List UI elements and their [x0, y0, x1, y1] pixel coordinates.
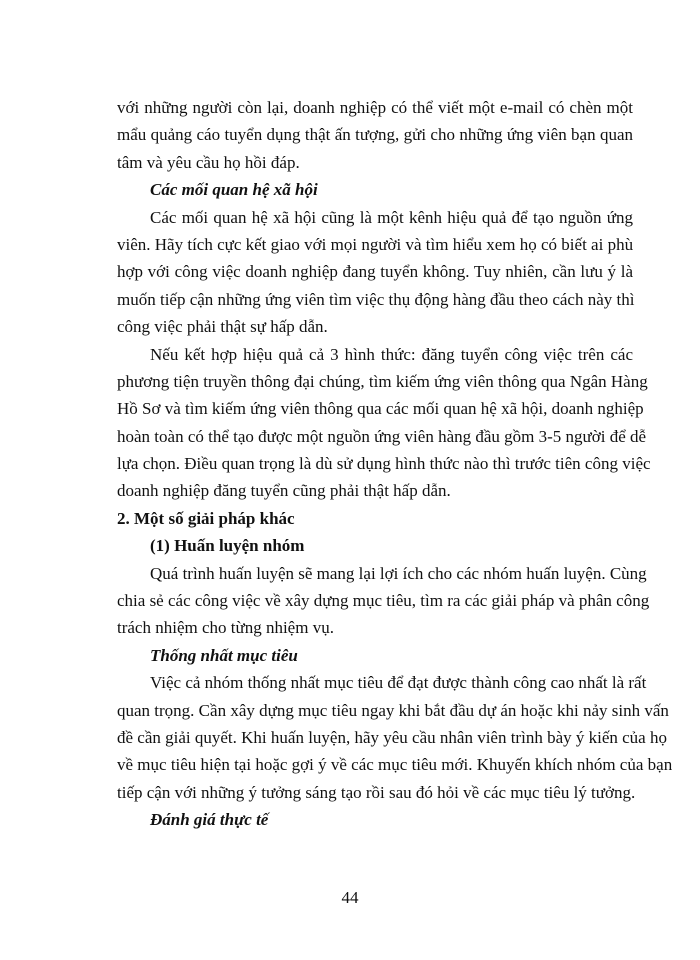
text-line: đề cần giải quyết. Khi huấn luyện, hãy yêu cầu nhân viên trình bày ý kiến của họ: [117, 727, 667, 747]
section-heading: 2. Một số giải pháp khác: [117, 508, 295, 528]
paragraph: [117, 560, 650, 642]
text-line: với những người còn lại, doanh nghiệp có thể viết một e-mail có chèn một: [117, 98, 633, 117]
heading-unify-goals: Thống nhất mục tiêu: [150, 645, 298, 665]
text-line: công việc phải thật sự hấp dẫn.: [117, 317, 328, 337]
text-line: hợp với công việc doanh nghiệp đang tuyển không. Tuy nhiên, cần lưu ý là: [117, 262, 633, 282]
text-line: trách nhiệm cho từng nhiệm vụ.: [117, 618, 334, 638]
paragraph: [117, 341, 651, 505]
text-line: mẩu quảng cáo tuyển dụng thật ấn tượng, gửi cho những ứng viên bạn quan: [117, 125, 633, 145]
text-line: quan trọng. Cần xây dựng mục tiêu ngay khi bắt đầu dự án hoặc khi nảy sinh vấn: [117, 700, 669, 720]
paragraph: [117, 94, 633, 176]
paragraph: [117, 204, 633, 341]
text-line: lựa chọn. Điều quan trọng là dù sử dụng hình thức nào thì trước tiên công việc: [117, 454, 651, 474]
text-line: tiếp cận với những ý tưởng sáng tạo rồi sau đó hỏi về các mục tiêu lý tưởng.: [117, 782, 636, 802]
text-line: về mục tiêu hiện tại hoặc gợi ý về các mục tiêu mới. Khuyến khích nhóm của bạn: [117, 755, 673, 775]
text-line: muốn tiếp cận những ứng viên tìm việc thụ động hàng đầu theo cách này thì: [117, 289, 635, 309]
text-line: viên. Hãy tích cực kết giao với mọi người và tìm hiểu xem họ có biết ai phù: [117, 234, 634, 254]
text-line: Quá trình huấn luyện sẽ mang lại lợi ích cho các nhóm huấn luyện. Cùng: [150, 563, 647, 583]
text-line: Nếu kết hợp hiệu quả cả 3 hình thức: đăng tuyển công việc trên các: [150, 344, 633, 364]
text-line: hoàn toàn có thể tạo được một nguồn ứng viên hàng đầu gồm 3-5 người để dễ: [117, 426, 647, 446]
subsection-heading-training: (1) Huấn luyện nhóm: [150, 536, 305, 556]
heading-realistic-evaluation: Đánh giá thực tế: [150, 810, 269, 830]
text-line: phương tiện truyền thông đại chúng, tìm kiếm ứng viên thông qua Ngân Hàng: [117, 371, 648, 391]
text-line: Hồ Sơ và tìm kiếm ứng viên thông qua các mối quan hệ xã hội, doanh nghiệp: [117, 399, 644, 419]
text-line: doanh nghiệp đăng tuyển cũng phải thật hấp dẫn.: [117, 481, 451, 501]
text-line: chia sẻ các công việc về xây dựng mục tiêu, tìm ra các giải pháp và phân công: [117, 591, 650, 611]
text-line: Các mối quan hệ xã hội cũng là một kênh hiệu quả để tạo nguồn ứng: [150, 207, 633, 227]
text-line: Việc cả nhóm thống nhất mục tiêu để đạt được thành công cao nhất là rất: [150, 673, 647, 693]
body-text: [117, 94, 673, 834]
text-line: tâm và yêu cầu họ hồi đáp.: [117, 152, 300, 172]
paragraph: [117, 669, 673, 806]
page-number: 44: [341, 888, 359, 907]
heading-social-relations: Các mối quan hệ xã hội: [150, 180, 318, 200]
